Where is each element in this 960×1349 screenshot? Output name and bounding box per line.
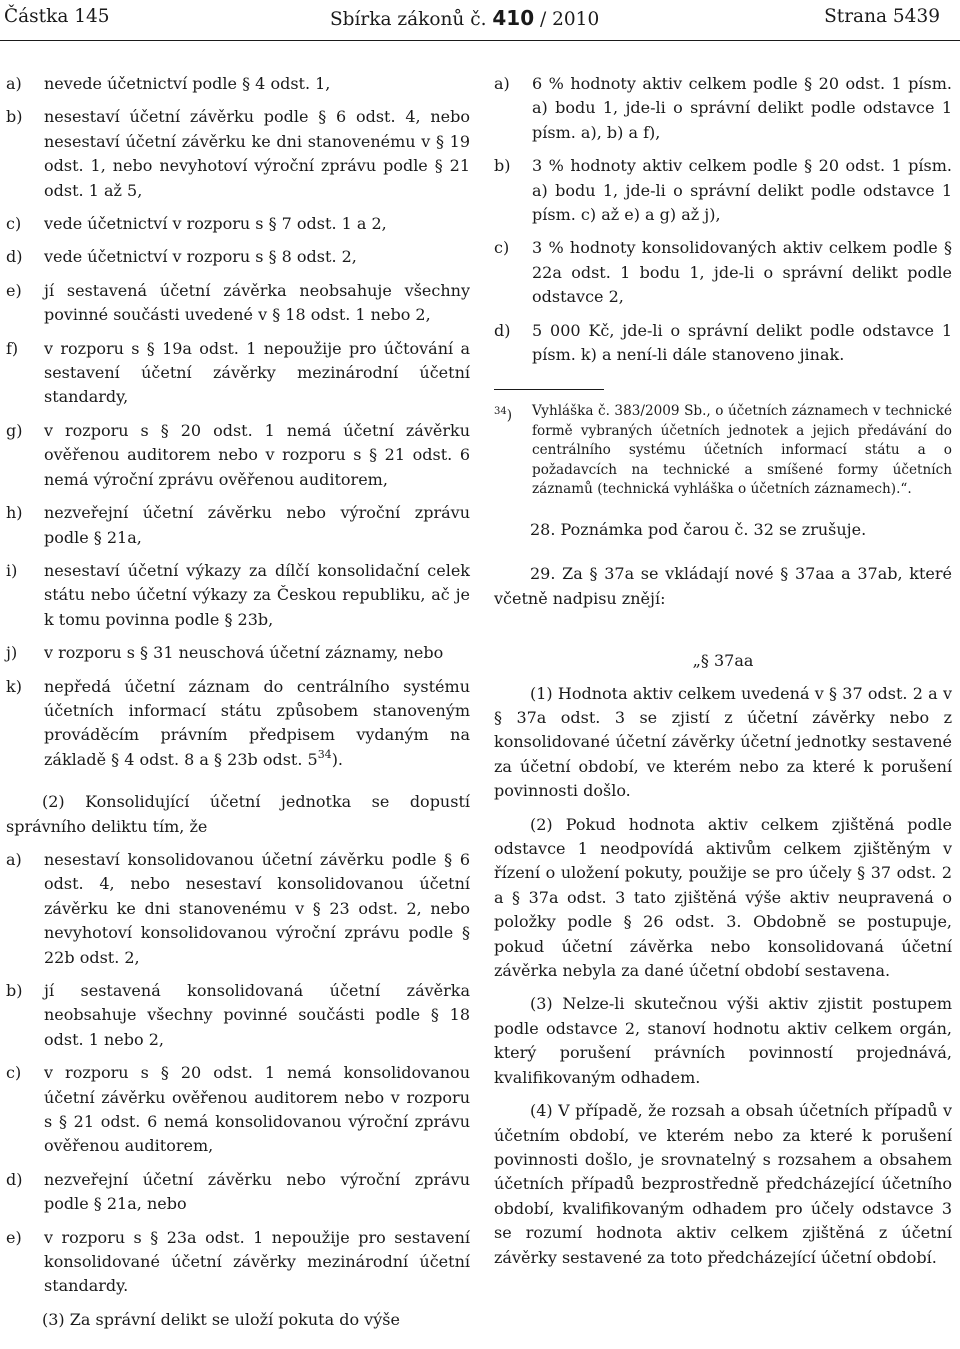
list-item [6, 212, 470, 236]
item-text: nezveřejní účetní závěrku nebo výroční zprávu podle § 21a, [44, 503, 470, 547]
footnote-rule [494, 389, 604, 390]
item-label: b) [6, 981, 23, 1000]
header-rule [0, 40, 960, 41]
item-text: v rozporu s § 20 odst. 1 nemá konsolidovanou účetní závěrku ověřenou auditorem nebo v rozporu s § 21 odst. 6 nemá konsolidovanou výroční zprávu ověřenou auditorem, [44, 1063, 470, 1156]
page-header [0, 0, 960, 36]
footnote-number: 34 [494, 406, 507, 418]
item-text: vede účetnictví v rozporu s § 8 odst. 2, [44, 247, 357, 267]
item-label: a) [6, 74, 22, 93]
fine-list [494, 72, 952, 367]
footnote-ref: 34 [317, 747, 332, 761]
item-label: c) [494, 238, 510, 258]
item-label: k) [6, 676, 22, 696]
list-item [6, 848, 470, 970]
law-year: / 2010 [540, 9, 600, 30]
item-text: v rozporu s § 20 odst. 1 nemá účetní závěrku ověřenou auditorem nebo v rozporu s § 21 odst. 6 nemá výroční zprávu ověřenou auditorem, [44, 420, 470, 489]
item-label: d) [494, 320, 511, 340]
section-paragraph: (1) Hodnota aktiv celkem uvedená v § 37 odst. 2 a v § 37a odst. 3 se zjistí z účetní závěrky nebo z konsolidované účetní závěrky účetní jednotky sestavené za účetní období, ve kterém nebo za které k porušení povinnosti došlo. [494, 683, 952, 801]
footnote-text: Vyhláška č. 383/2009 Sb., o účetních záznamech v technické formě vybraných účetních jednotek a jejich předávání do centrálního systému účetních informací státu a o požadavcích na technické a smíšené formy účetních záznamů (technická vyhláška o účetních záznamech).“. [532, 403, 952, 498]
item-label: j) [6, 643, 18, 663]
item-text: nezveřejní účetní závěrku nebo výroční zprávu podle § 21a, nebo [44, 1169, 470, 1214]
list-item [6, 245, 470, 269]
item-text: jí sestavená konsolidovaná účetní závěrka neobsahuje všechny povinné součásti podle § 18 odst. 1 nebo 2, [44, 981, 470, 1049]
paragraph-2: (2) Konsolidující účetní jednotka se dopustí správního deliktu tím, že [6, 792, 470, 836]
list-item [6, 641, 470, 665]
list-item [494, 319, 952, 368]
list-item [6, 337, 470, 410]
point-28: 28. Poznámka pod čarou č. 32 se zrušuje. [530, 519, 867, 539]
item-text: 6 % hodnoty aktiv celkem podle § 20 odst. 1 písm. a) bodu 1, jde-li o správní delikt podle odstavce 1 písm. a), b) a f), [532, 74, 952, 142]
item-text: nevede účetnictví podle § 4 odst. 1, [44, 74, 331, 93]
list-item [6, 675, 470, 775]
list-item [6, 1061, 470, 1159]
item-label: i) [6, 560, 18, 580]
list-item [6, 1168, 470, 1217]
item-text: jí sestavená účetní závěrka neobsahuje všechny povinné součásti uvedené v § 18 odst. 1 nebo 2, [44, 280, 470, 325]
item-text: v rozporu s § 19a odst. 1 nepoužije pro účtování a sestavení účetní závěrky mezinárodní účetní standardy, [44, 338, 470, 407]
item-label: d) [6, 1169, 23, 1189]
section-paragraph: (4) V případě, že rozsah a obsah účetních případů v účetním období, ve kterém nebo za které k porušení povinnosti došlo, je srovnatelný s rozsahem a obsahem účetních případů bezprostředně předcházející účetního období, kvalifikovaným odhadem pro účely odstavce 3 se rozumí hodnota aktiv celkem zjištěná z účetní závěrky sestavené za toto předcházející účetní období. [494, 1101, 952, 1267]
list-1 [6, 72, 470, 774]
page-number: Strana 5439 [824, 6, 940, 27]
issue-number: Částka 145 [4, 6, 110, 27]
point-29: 29. Za § 37a se vkládají nové § 37aa a 37ab, které včetně nadpisu znějí: [494, 564, 952, 608]
item-label: b) [494, 156, 511, 176]
item-text: nesestaví konsolidovanou účetní závěrku podle § 6 odst. 4, nebo nesestaví konsolidovanou účetní závěrku ke dni stanovenému v § 23 odst. 2, nebo nevyhotoví konsolidovanou výroční zprávu podle § 22b odst. 2, [44, 849, 470, 967]
list-item [6, 1226, 470, 1299]
item-label: g) [6, 420, 23, 440]
item-label: a) [6, 849, 22, 869]
item-body: nepředá účetní záznam do centrálního systému účetních informací státu způsobem stanoveným prováděcím právním předpisem vydaným na základě § 4 odst. 8 a § 23b odst. 5 [44, 676, 470, 769]
section-heading: „§ 37aa [692, 651, 754, 671]
item-label: f) [6, 338, 19, 358]
collection-title [330, 6, 599, 30]
item-label: c) [6, 214, 22, 234]
left-column [6, 72, 470, 1341]
list-item [494, 154, 952, 227]
item-label: b) [6, 107, 23, 127]
list-item [6, 72, 470, 96]
item-label: e) [6, 1227, 22, 1247]
item-label: c) [6, 1063, 22, 1083]
item-text: v rozporu s § 23a odst. 1 nepoužije pro sestavení konsolidované účetní závěrky mezinárodní účetní standardy. [44, 1227, 470, 1296]
footnote [494, 402, 952, 500]
item-text: 3 % hodnoty konsolidovaných aktiv celkem podle § 22a odst. 1 bodu 1, jde-li o správní delikt podle odstavce 2, [532, 238, 952, 307]
law-number: 410 [492, 6, 535, 30]
item-text: 3 % hodnoty aktiv celkem podle § 20 odst. 1 písm. a) bodu 1, jde-li o správní delikt podle odstavce 1 písm. c) až e) a g) až j), [532, 156, 952, 225]
item-text: v rozporu s § 31 neuschová účetní záznamy, nebo [44, 643, 444, 663]
footnote-label: $^{34}$) [494, 406, 513, 424]
item-text: nesestaví účetní výkazy za dílčí konsolidační celek státu nebo účetní výkazy za Českou republiku, ač je k tomu povinna podle § 23b, [44, 560, 470, 629]
item-text: vede účetnictví v rozporu s § 7 odst. 1 a 2, [44, 214, 387, 234]
list-item [6, 559, 470, 632]
right-column [494, 72, 952, 1279]
item-text: nesestaví účetní závěrku podle § 6 odst. 4, nebo nesestaví účetní závěrku ke dni stanovenému v § 19 odst. 1, nebo nevyhotoví výroční zprávu podle § 21 odst. 1 až 5, [44, 107, 470, 200]
item-tail: ). [331, 749, 344, 769]
item-label: e) [6, 280, 22, 300]
item-text: 5 000 Kč, jde-li o správní delikt podle odstavce 1 písm. k) a není-li dále stanoveno jinak. [532, 320, 952, 365]
list-item [494, 236, 952, 309]
paragraph-3: (3) Za správní delikt se uloží pokuta do výše [42, 1309, 400, 1329]
collection-prefix: Sbírka zákonů č. [330, 9, 487, 30]
list-item [6, 419, 470, 492]
list-item [6, 979, 470, 1052]
list-item [6, 279, 470, 328]
list-item [6, 105, 470, 203]
item-label: h) [6, 503, 23, 523]
item-label: d) [6, 247, 23, 267]
section-paragraph: (2) Pokud hodnota aktiv celkem zjištěná podle odstavce 1 neodpovídá aktivům celkem zjištěným v řízení o uložení pokuty, použije se pro účely § 37 odst. 2 a § 37a odst. 3 tato zjištěná výše aktiv neupravená o položky podle § 26 odst. 3. Obdobně se postupuje, pokud účetní závěrka nebo konsolidovaná účetní závěrka nebyla za dané účetní období sestavena. [494, 814, 952, 981]
list-2 [6, 848, 470, 1299]
item-text [44, 675, 470, 775]
item-label: a) [494, 74, 510, 93]
list-item [494, 72, 952, 145]
section-paragraph: (3) Nelze-li skutečnou výši aktiv zjistit postupem podle odstavce 2, stanoví hodnotu aktiv celkem orgán, který porušení právních povinností projednává, kvalifikovaným odhadem. [494, 994, 952, 1087]
list-item [6, 501, 470, 550]
